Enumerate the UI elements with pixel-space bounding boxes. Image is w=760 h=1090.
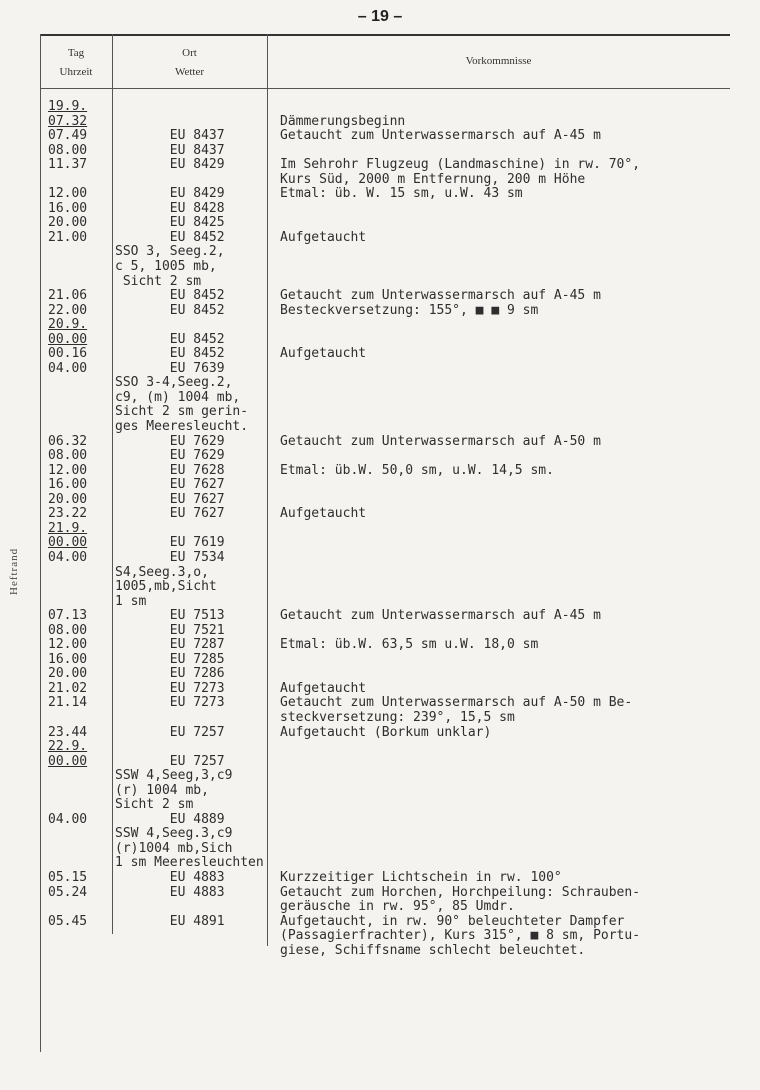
time-cell: 06.32: [48, 433, 88, 449]
table-row: [0, 566, 760, 581]
time-cell: 00.00: [48, 753, 88, 769]
time-cell: 20.00: [48, 491, 88, 507]
time-cell: 08.00: [48, 142, 88, 158]
table-row: [0, 493, 760, 508]
event-cell: Getaucht zum Unterwassermarsch auf A-45 m: [280, 288, 601, 304]
place-weather-cell: EU 7521: [115, 622, 225, 638]
table-row: [0, 886, 760, 901]
time-cell: 05.15: [48, 869, 88, 885]
table-row: [0, 900, 760, 915]
event-cell: Getaucht zum Unterwassermarsch auf A-45 m: [280, 128, 601, 144]
table-row: [0, 522, 760, 537]
time-cell: 00.00: [48, 331, 88, 347]
place-weather-cell: EU 8452: [115, 331, 225, 347]
place-weather-cell: Sicht 2 sm: [115, 273, 202, 289]
place-weather-cell: 1 sm: [115, 593, 147, 609]
place-weather-cell: EU 7286: [115, 666, 225, 682]
time-cell: 07.32: [48, 113, 88, 129]
table-row: [0, 609, 760, 624]
table-row: [0, 944, 760, 959]
place-weather-cell: c 5, 1005 mb,: [115, 259, 217, 275]
event-cell: Etmal: üb.W. 50,0 sm, u.W. 14,5 sm.: [280, 462, 554, 478]
event-cell: Getaucht zum Unterwassermarsch auf A-45 m: [280, 608, 601, 624]
table-row: [0, 362, 760, 377]
event-cell: geräusche in rw. 95°, 85 Umdr.: [280, 899, 515, 915]
table-row: [0, 682, 760, 697]
table-top-rule: [40, 34, 730, 36]
header-events: [267, 52, 730, 71]
table-row: [0, 827, 760, 842]
place-weather-cell: EU 7627: [115, 506, 225, 522]
table-row: [0, 449, 760, 464]
time-cell: 16.00: [48, 651, 88, 667]
place-weather-cell: c9, (m) 1004 mb,: [115, 389, 241, 405]
time-cell: 12.00: [48, 637, 88, 653]
table-row: [0, 856, 760, 871]
place-weather-cell: EU 4883: [115, 869, 225, 885]
table-row: [0, 696, 760, 711]
table-row: [0, 769, 760, 784]
time-cell: 07.13: [48, 608, 88, 624]
table-row: [0, 173, 760, 188]
time-cell: 05.24: [48, 884, 88, 900]
event-cell: Aufgetaucht: [280, 346, 367, 362]
table-row: [0, 755, 760, 770]
place-weather-cell: EU 4883: [115, 884, 225, 900]
table-row: [0, 813, 760, 828]
table-row: [0, 842, 760, 857]
table-row: [0, 536, 760, 551]
event-cell: (Passagierfrachter), Kurs 315°, ■ 8 sm, Portu-: [280, 928, 641, 944]
table-row: [0, 158, 760, 173]
event-cell: Etmal: üb.W. 63,5 sm u.W. 18,0 sm: [280, 637, 539, 653]
table-header-rule: [40, 88, 730, 89]
header-time: Uhrzeit: [59, 66, 93, 78]
time-cell: 07.49: [48, 128, 88, 144]
place-weather-cell: (r)1004 mb,Sich: [115, 840, 233, 856]
time-cell: 23.22: [48, 506, 88, 522]
place-weather-cell: EU 4889: [115, 811, 225, 827]
place-weather-cell: EU 7639: [115, 360, 225, 376]
table-row: [0, 231, 760, 246]
event-cell: giese, Schiffsname schlecht beleuchtet.: [280, 942, 586, 958]
table-row: [0, 464, 760, 479]
table-row: [0, 144, 760, 159]
table-row: [0, 245, 760, 260]
place-weather-cell: EU 8425: [115, 215, 225, 231]
table-row: [0, 376, 760, 391]
table-row: [0, 129, 760, 144]
place-weather-cell: EU 8428: [115, 200, 225, 216]
place-weather-cell: SSO 3-4,Seeg.2,: [115, 375, 233, 391]
table-row: [0, 653, 760, 668]
table-row: [0, 624, 760, 639]
time-cell: 16.00: [48, 477, 88, 493]
time-cell: 12.00: [48, 462, 88, 478]
time-cell: 04.00: [48, 549, 88, 565]
time-cell: 12.00: [48, 186, 88, 202]
place-weather-cell: SSW 4,Seeg,3,c9: [115, 768, 233, 784]
event-cell: Aufgetaucht (Borkum unklar): [280, 724, 492, 740]
time-cell: 20.9.: [48, 317, 88, 333]
time-cell: 20.00: [48, 215, 88, 231]
table-row: [0, 275, 760, 290]
event-cell: Dämmerungsbeginn: [280, 113, 406, 129]
place-weather-cell: EU 8452: [115, 346, 225, 362]
time-cell: 11.37: [48, 157, 88, 173]
table-row: [0, 202, 760, 217]
table-row: [0, 638, 760, 653]
place-weather-cell: EU 7513: [115, 608, 225, 624]
place-weather-cell: EU 7273: [115, 695, 225, 711]
place-weather-cell: EU 8437: [115, 128, 225, 144]
place-weather-cell: EU 7534: [115, 549, 225, 565]
table-row: [0, 216, 760, 231]
place-weather-cell: (r) 1004 mb,: [115, 782, 209, 798]
time-cell: 21.06: [48, 288, 88, 304]
time-cell: 20.00: [48, 666, 88, 682]
time-cell: 00.16: [48, 346, 88, 362]
table-row: [0, 260, 760, 275]
place-weather-cell: EU 4891: [115, 913, 225, 929]
place-weather-cell: ges Meeresleucht.: [115, 419, 249, 435]
table-row: [0, 595, 760, 610]
margin-label: Heftrand: [8, 547, 20, 595]
place-weather-cell: EU 7627: [115, 477, 225, 493]
time-cell: 22.00: [48, 302, 88, 318]
time-cell: 21.9.: [48, 520, 88, 536]
event-cell: Kurs Süd, 2000 m Entfernung, 200 m Höhe: [280, 171, 586, 187]
event-cell: steckversetzung: 239°, 15,5 sm: [280, 709, 515, 725]
event-cell: Getaucht zum Unterwassermarsch auf A-50 m Be-: [280, 695, 633, 711]
time-cell: 05.45: [48, 913, 88, 929]
time-cell: 23.44: [48, 724, 88, 740]
place-weather-cell: EU 7628: [115, 462, 225, 478]
place-weather-cell: EU 8452: [115, 229, 225, 245]
place-weather-cell: EU 8452: [115, 302, 225, 318]
time-cell: 21.02: [48, 680, 88, 696]
place-weather-cell: EU 8437: [115, 142, 225, 158]
place-weather-cell: EU 7627: [115, 491, 225, 507]
event-cell: Getaucht zum Unterwassermarsch auf A-50 m: [280, 433, 601, 449]
table-row: [0, 798, 760, 813]
table-row: [0, 347, 760, 362]
table-row: [0, 871, 760, 886]
header-weather: Wetter: [174, 66, 205, 78]
table-row: [0, 187, 760, 202]
place-weather-cell: 1005,mb,Sicht: [115, 579, 217, 595]
event-cell: Kurzzeitiger Lichtschein in rw. 100°: [280, 869, 562, 885]
place-weather-cell: EU 7257: [115, 724, 225, 740]
table-row: [0, 100, 760, 115]
table-row: [0, 667, 760, 682]
place-weather-cell: EU 7629: [115, 433, 225, 449]
table-row: [0, 740, 760, 755]
event-cell: Getaucht zum Horchen, Horchpeilung: Schrauben-: [280, 884, 641, 900]
time-cell: 21.00: [48, 229, 88, 245]
table-row: [0, 435, 760, 450]
table-row: [0, 478, 760, 493]
table-row: [0, 580, 760, 595]
place-weather-cell: EU 7285: [115, 651, 225, 667]
time-cell: 19.9.: [48, 99, 88, 114]
header-place: Ort: [182, 47, 197, 59]
table-row: [0, 115, 760, 130]
table-row: [0, 289, 760, 304]
place-weather-cell: EU 7287: [115, 637, 225, 653]
place-weather-cell: EU 8429: [115, 186, 225, 202]
time-cell: 04.00: [48, 360, 88, 376]
place-weather-cell: EU 8452: [115, 288, 225, 304]
event-cell: Aufgetaucht: [280, 680, 367, 696]
table-row: [0, 333, 760, 348]
table-row: [0, 711, 760, 726]
time-cell: 22.9.: [48, 739, 88, 755]
event-cell: Im Sehrohr Flugzeug (Landmaschine) in rw. 70°,: [280, 157, 641, 173]
time-cell: 00.00: [48, 535, 88, 551]
table-row: [0, 915, 760, 930]
table-row: [0, 551, 760, 566]
page-number: – 19 –: [357, 8, 403, 25]
place-weather-cell: SSW 4,Seeg.3,c9: [115, 826, 233, 842]
place-weather-cell: EU 7273: [115, 680, 225, 696]
time-cell: 08.00: [48, 622, 88, 638]
event-cell: Etmal: üb. W. 15 sm, u.W. 43 sm: [280, 186, 523, 202]
table-row: [0, 507, 760, 522]
place-weather-cell: EU 7619: [115, 535, 225, 551]
event-cell: Aufgetaucht: [280, 506, 367, 522]
place-weather-cell: Sicht 2 sm gerin-: [115, 404, 249, 420]
time-cell: 08.00: [48, 448, 88, 464]
event-cell: Aufgetaucht, in rw. 90° beleuchteter Dampfer: [280, 913, 625, 929]
table-row: [0, 784, 760, 799]
table-row: [0, 304, 760, 319]
place-weather-cell: SSO 3, Seeg.2,: [115, 244, 225, 260]
header-date: Tag: [67, 47, 85, 59]
place-weather-cell: EU 7257: [115, 753, 225, 769]
place-weather-cell: EU 8429: [115, 157, 225, 173]
place-weather-cell: Sicht 2 sm: [115, 797, 194, 813]
place-weather-cell: S4,Seeg.3,o,: [115, 564, 209, 580]
header-date-time: [40, 44, 112, 82]
event-cell: Aufgetaucht: [280, 229, 367, 245]
time-cell: 21.14: [48, 695, 88, 711]
place-weather-cell: EU 7629: [115, 448, 225, 464]
table-row: [0, 391, 760, 406]
header-events-label: Vorkommnisse: [465, 55, 532, 67]
table-row: [0, 318, 760, 333]
table-row: [0, 420, 760, 435]
place-weather-cell: 1 sm Meeresleuchten: [115, 855, 264, 871]
table-row: [0, 726, 760, 741]
time-cell: 04.00: [48, 811, 88, 827]
header-place-weather: [112, 44, 267, 82]
log-table-body: [0, 100, 760, 1080]
event-cell: Besteckversetzung: 155°, ■ ■ 9 sm: [280, 302, 539, 318]
table-row: [0, 405, 760, 420]
time-cell: 16.00: [48, 200, 88, 216]
table-row: [0, 929, 760, 944]
